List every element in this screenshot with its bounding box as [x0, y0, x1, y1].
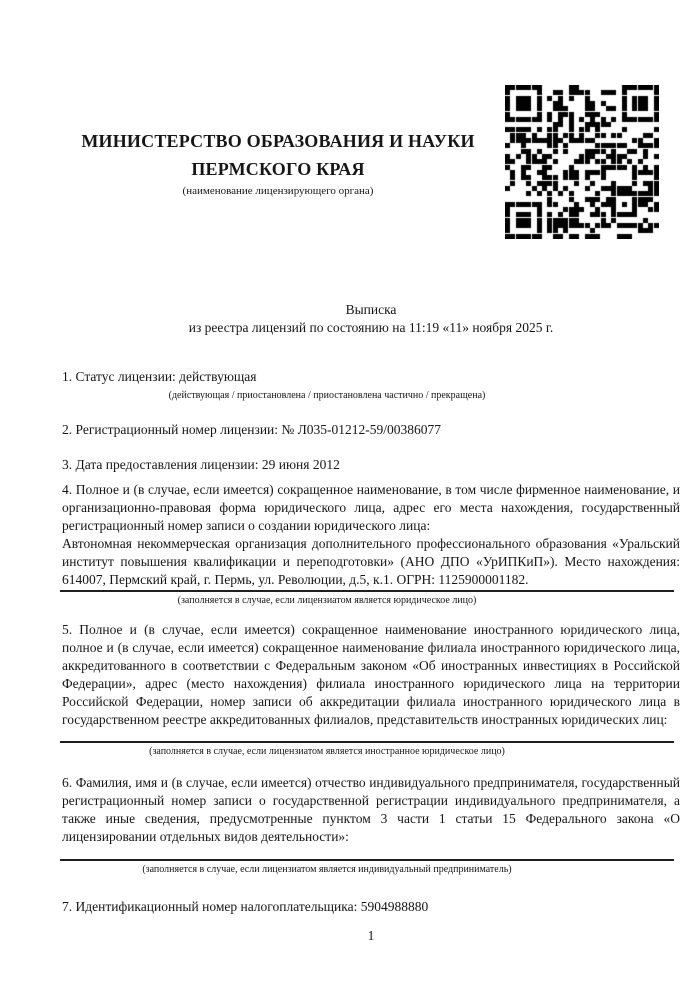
caption-wrap: [62, 390, 592, 402]
document-title-line1: Выписка: [345, 302, 397, 317]
document-title: [62, 301, 680, 337]
ministry-name-line1: МИНИСТЕРСТВО ОБРАЗОВАНИЯ И НАУКИ: [81, 131, 475, 151]
item-legal-entity: [62, 481, 680, 607]
item-registration-number: [62, 421, 680, 439]
caption-wrap: [62, 595, 592, 607]
item-text: 6. Фамилия, имя и (в случае, если имеется) отчество индивидуального предпринимателя, государственный регистрационный номер записи о государственной регистрации индивидуального предпринимателя, а также иные сведения, предусмотренные пунктом 3 части 1 статьи 15 Федерального закона «О лицензировании отдельных видов деятельности»:: [62, 775, 680, 844]
item-caption: (действующая / приостановлена / приостановлена частично / прекращена): [168, 390, 486, 401]
item-caption: (заполняется в случае, если лицензиатом является иностранное юридическое лицо): [149, 746, 505, 757]
fill-line: [60, 741, 674, 743]
item-text: 3. Дата предоставления лицензии: 29 июня 2012: [62, 457, 340, 472]
item-text: 2. Регистрационный номер лицензии: № Л035-01212-59/00386077: [62, 422, 442, 437]
ministry-name-caption: (наименование лицензирующего органа): [182, 185, 374, 197]
ministry-name-line2: ПЕРМСКОГО КРАЯ: [191, 159, 365, 179]
item-caption: (заполняется в случае, если лицензиатом является индивидуальный предприниматель): [142, 864, 512, 875]
fill-line: [60, 590, 674, 592]
item-text: 5. Полное и (в случае, если имеется) сокращенное наименование иностранного юридического лица, полное и (в случае, если имеется) сокращенное наименование филиала иностранного юридического лица, аккредитованного в соответствии с Федеральным законом «Об иностранных инвестициях в Российской Федерации», адрес (место нахождения) филиала иностранного юридического лица на территории Российской Федерации, номер записи об аккредитации филиала иностранного юридического лица в государственном реестре аккредитованных филиалов, представительств иностранных юридических лиц:: [62, 622, 680, 727]
item-taxpayer-id: [62, 898, 680, 916]
licensing-authority-header: [62, 127, 494, 198]
caption-wrap: [62, 746, 592, 758]
caption-wrap: [62, 864, 592, 876]
item-value: Автономная некоммерческая организация дополнительного профессионального образования «Уральский институт повышения квалификации и переподготовки» (АНО ДПО «УрИПКиП»). Место нахождения: 614007, Пермский край, г. Пермь, ул. Революции, д.5, к.1. ОГРН: 1125900001182.: [62, 536, 680, 587]
fill-line: [60, 859, 674, 861]
item-text: 4. Полное и (в случае, если имеется) сокращенное наименование, в том числе фирменное наименование, и организационно-правовая форма юридического лица, адрес его места нахождения, государственный регистрационный номер записи о создании юридического лица:: [62, 482, 680, 533]
document-title-line2: из реестра лицензий по состоянию на 11:19 «11» ноября 2025 г.: [188, 320, 554, 335]
item-individual-entrepreneur: [62, 774, 680, 876]
item-license-date: [62, 456, 680, 474]
item-text: 1. Статус лицензии: действующая: [62, 369, 257, 384]
item-license-status: [62, 368, 680, 402]
qr-code: [505, 85, 659, 239]
item-text: 7. Идентификационный номер налогоплательщика: 5904988880: [62, 899, 429, 914]
page-number: 1: [367, 928, 375, 943]
item-foreign-entity: [62, 621, 680, 758]
item-caption: (заполняется в случае, если лицензиатом является юридическое лицо): [177, 595, 477, 606]
